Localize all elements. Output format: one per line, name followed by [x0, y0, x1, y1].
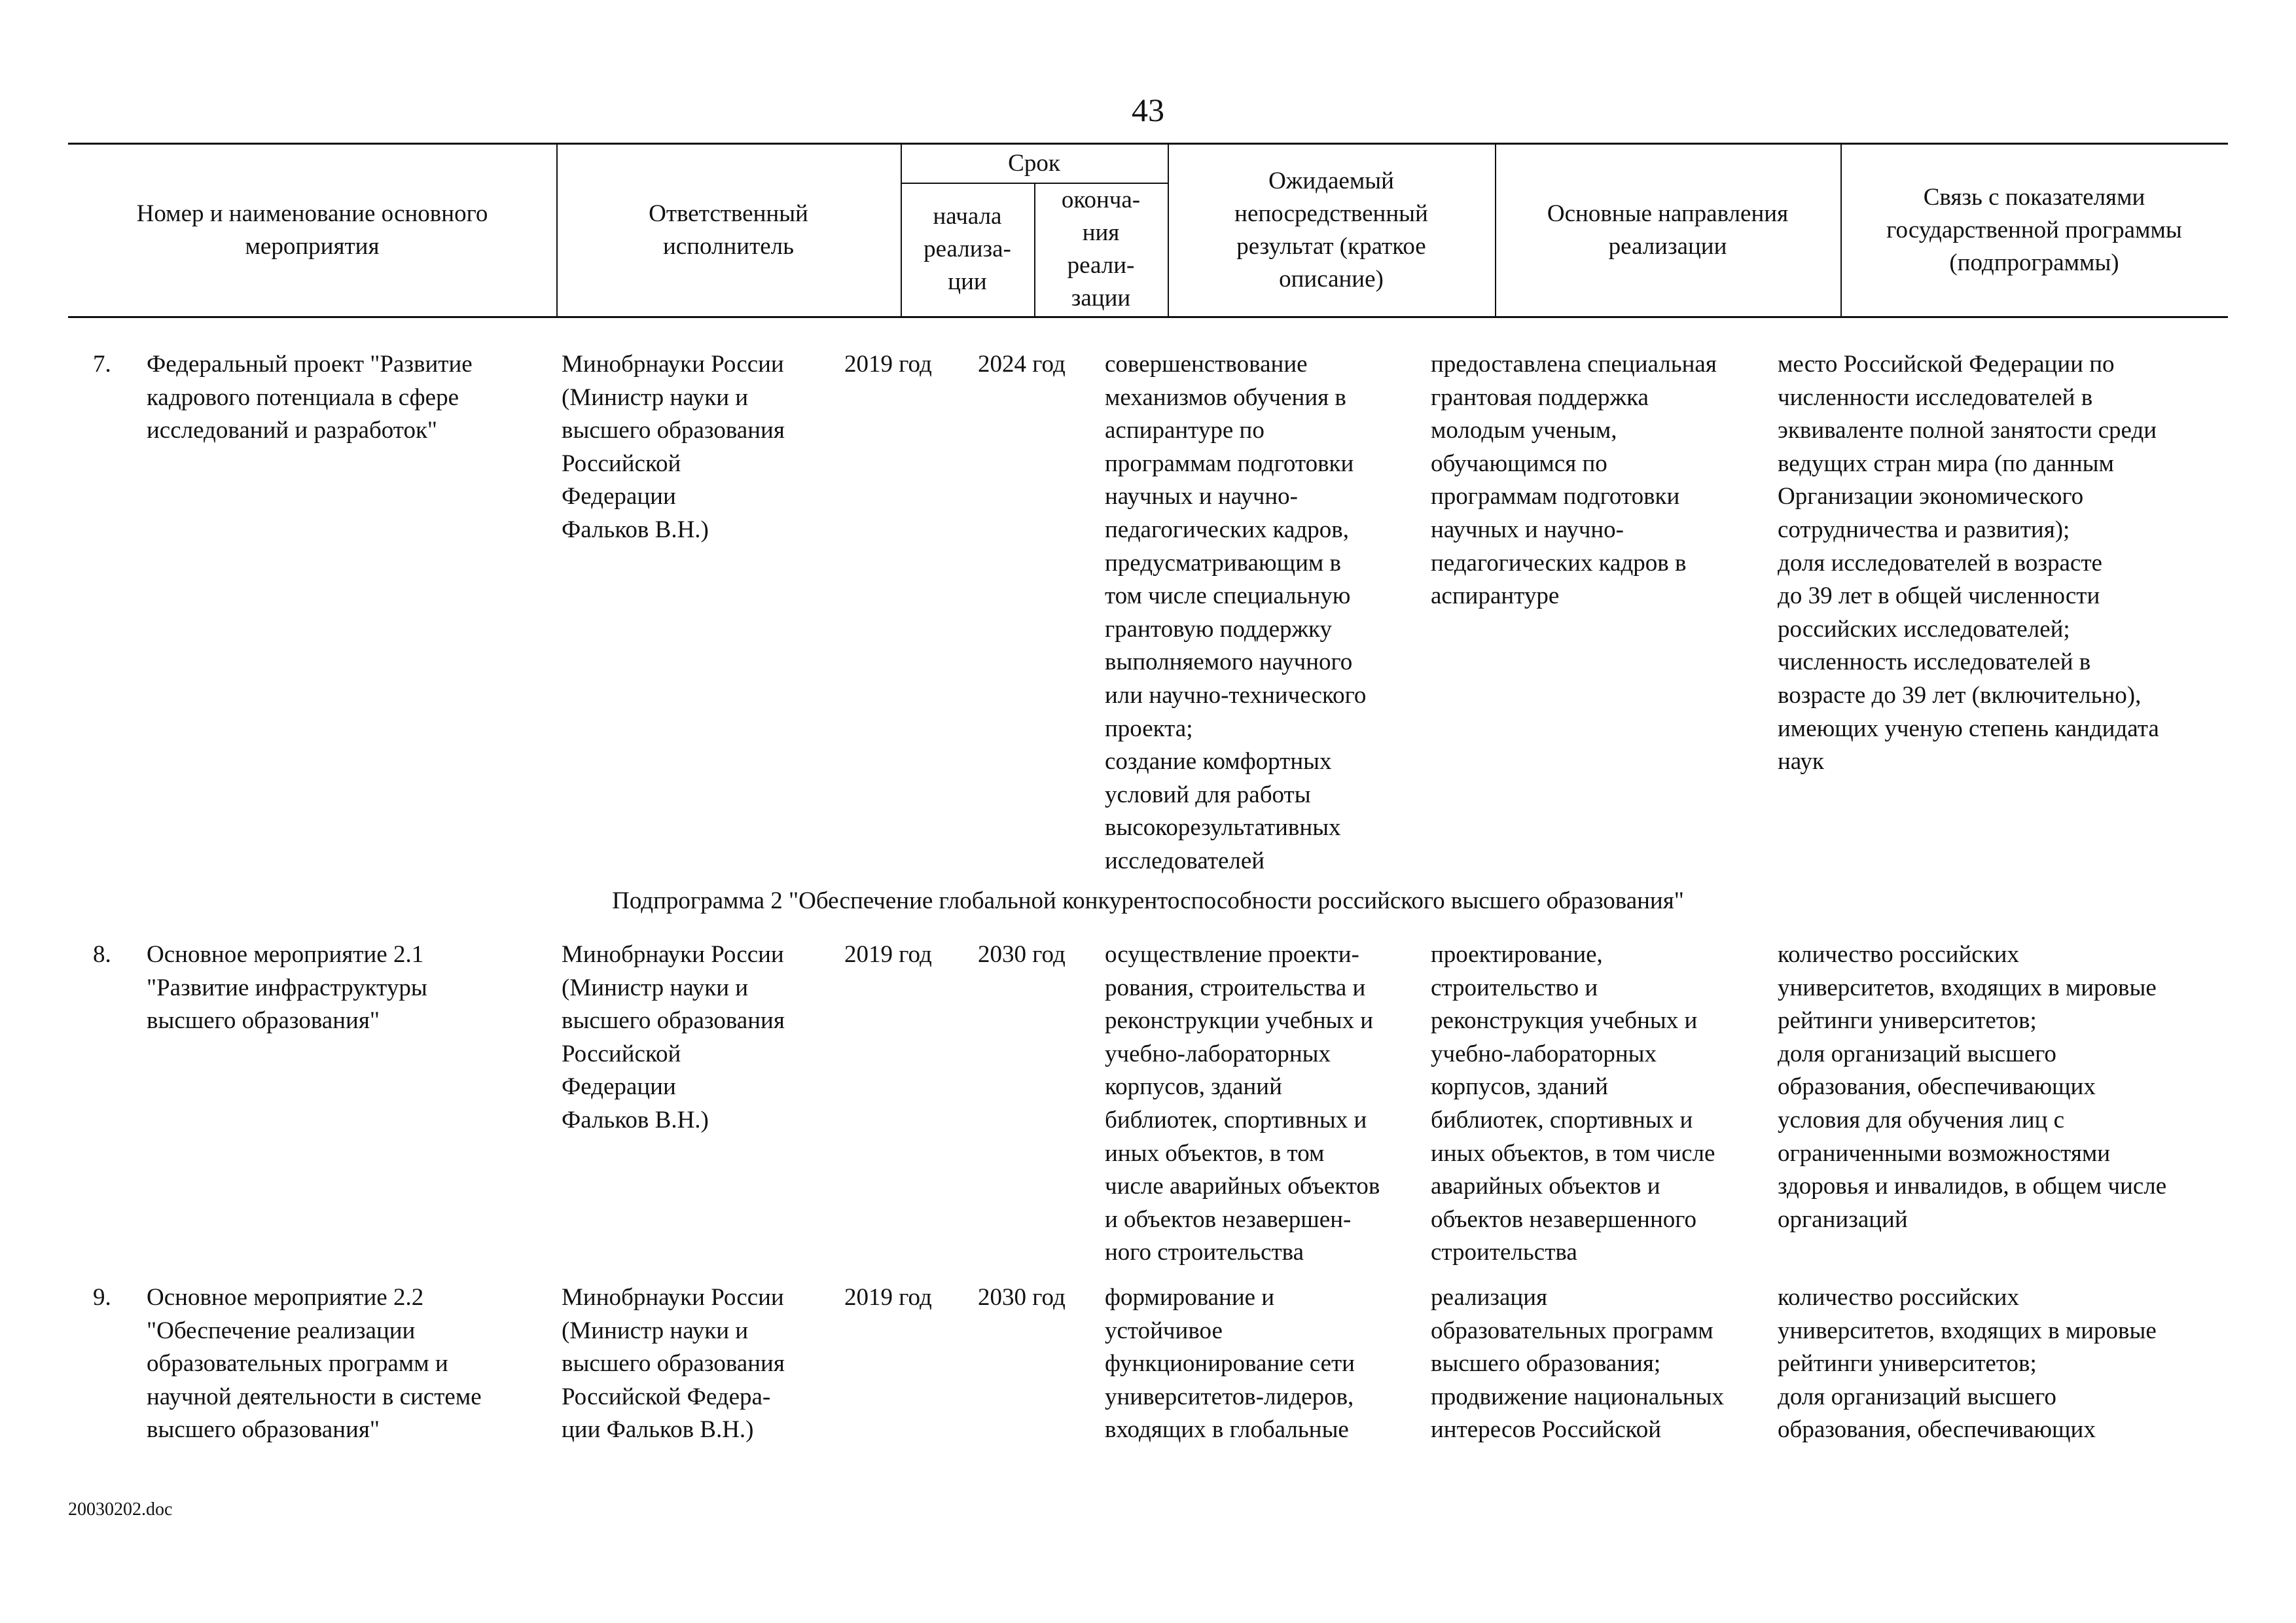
subprogram-title: Подпрограмма 2 "Обеспечение глобальной конкурентоспособности российского высшего образования": [612, 887, 1684, 914]
row-result: совершенствование механизмов обучения в аспирантуре по программам подготовки научных и научно- педагогических кадров, предусматривающим в том числе специальную грантовую поддержку выполняемого научного или научно-технического проекта; создание комфортных условий для работы высокорезультативных исследователей: [1105, 351, 1367, 874]
header-executor: Ответственный исполнитель: [649, 200, 808, 260]
row-directions: предоставлена специальная грантовая поддержка молодым ученым, обучающимся по программам подготовки научных и научно- педагогических кадров в аспирантуре: [1431, 351, 1717, 610]
row-directions: проектирование, строительство и реконструкция учебных и учебно-лабораторных корпусов, зданий библиотек, спортивных и иных объектов, в том числе аварийных объектов и объектов незавершенного строительства: [1431, 941, 1715, 1266]
row-start: 2019 год: [844, 351, 932, 378]
header-start: начала реализа- ции: [924, 203, 1011, 295]
header-name: Номер и наименование основного мероприятия: [136, 200, 488, 260]
row-executor: Минобрнауки России (Министр науки и высшего образования Российской Федерации Фальков В.Н.): [562, 941, 785, 1133]
row-end: 2030 год: [978, 941, 1066, 968]
row-executor: Минобрнауки России (Министр науки и высшего образования Российской Федерации Фальков В.Н.): [562, 351, 785, 543]
row-directions: реализация образовательных программ высшего образования; продвижение национальных интересов Российской: [1431, 1284, 1724, 1444]
row-name: Основное мероприятие 2.2 "Обеспечение реализации образовательных программ и научной деятельности в системе высшего образования": [147, 1284, 482, 1444]
header-end: оконча- ния реали- зации: [1061, 187, 1141, 312]
row-indicators: количество российских университетов, входящих в мировые рейтинги университетов; доля организаций высшего образования, обеспечивающих условия для обучения лиц с ограниченными возможностями здоровья и инвалидов, в общем числе организаций: [1778, 941, 2167, 1233]
header-indicators: Связь с показателями государственной программы (подпрограммы): [1886, 184, 2182, 276]
page-number: 43: [1132, 92, 1164, 128]
row-number: 7.: [93, 351, 111, 378]
row-number: 9.: [93, 1284, 111, 1311]
row-name: Федеральный проект "Развитие кадрового потенциала в сфере исследований и разработок": [147, 351, 473, 444]
row-indicators: место Российской Федерации по численности исследователей в эквиваленте полной занятости среди ведущих стран мира (по данным Организации экономического сотрудничества и развития); доля исследователей в возрасте до 39 лет в общей численности российских исследователей; численность исследователей в возрасте до 39 лет (включительно), имеющих ученую степень кандидата наук: [1778, 351, 2159, 776]
header-term: Срок: [1008, 150, 1060, 177]
header-result: Ожидаемый непосредственный результат (краткое описание): [1234, 168, 1428, 293]
row-start: 2019 год: [844, 1284, 932, 1311]
row-executor: Минобрнауки России (Министр науки и высшего образования Российской Федера- ции Фальков В.Н.): [562, 1284, 785, 1444]
row-end: 2024 год: [978, 351, 1066, 378]
row-result: осуществление проекти- рования, строительства и реконструкции учебных и учебно-лабораторных корпусов, зданий библиотек, спортивных и иных объектов, в том числе аварийных объектов и объектов незавершен- ного строительства: [1105, 941, 1380, 1266]
row-indicators: количество российских университетов, входящих в мировые рейтинги университетов; доля организаций высшего образования, обеспечивающих: [1778, 1284, 2157, 1444]
document-filename: 20030202.doc: [68, 1499, 173, 1520]
row-start: 2019 год: [844, 941, 932, 968]
row-result: формирование и устойчивое функционирование сети университетов-лидеров, входящих в глобальные: [1105, 1284, 1355, 1444]
row-number: 8.: [93, 941, 111, 968]
header-directions: Основные направления реализации: [1547, 200, 1789, 260]
row-end: 2030 год: [978, 1284, 1066, 1311]
table-header: [68, 143, 2228, 318]
row-name: Основное мероприятие 2.1 "Развитие инфраструктуры высшего образования": [147, 941, 427, 1035]
